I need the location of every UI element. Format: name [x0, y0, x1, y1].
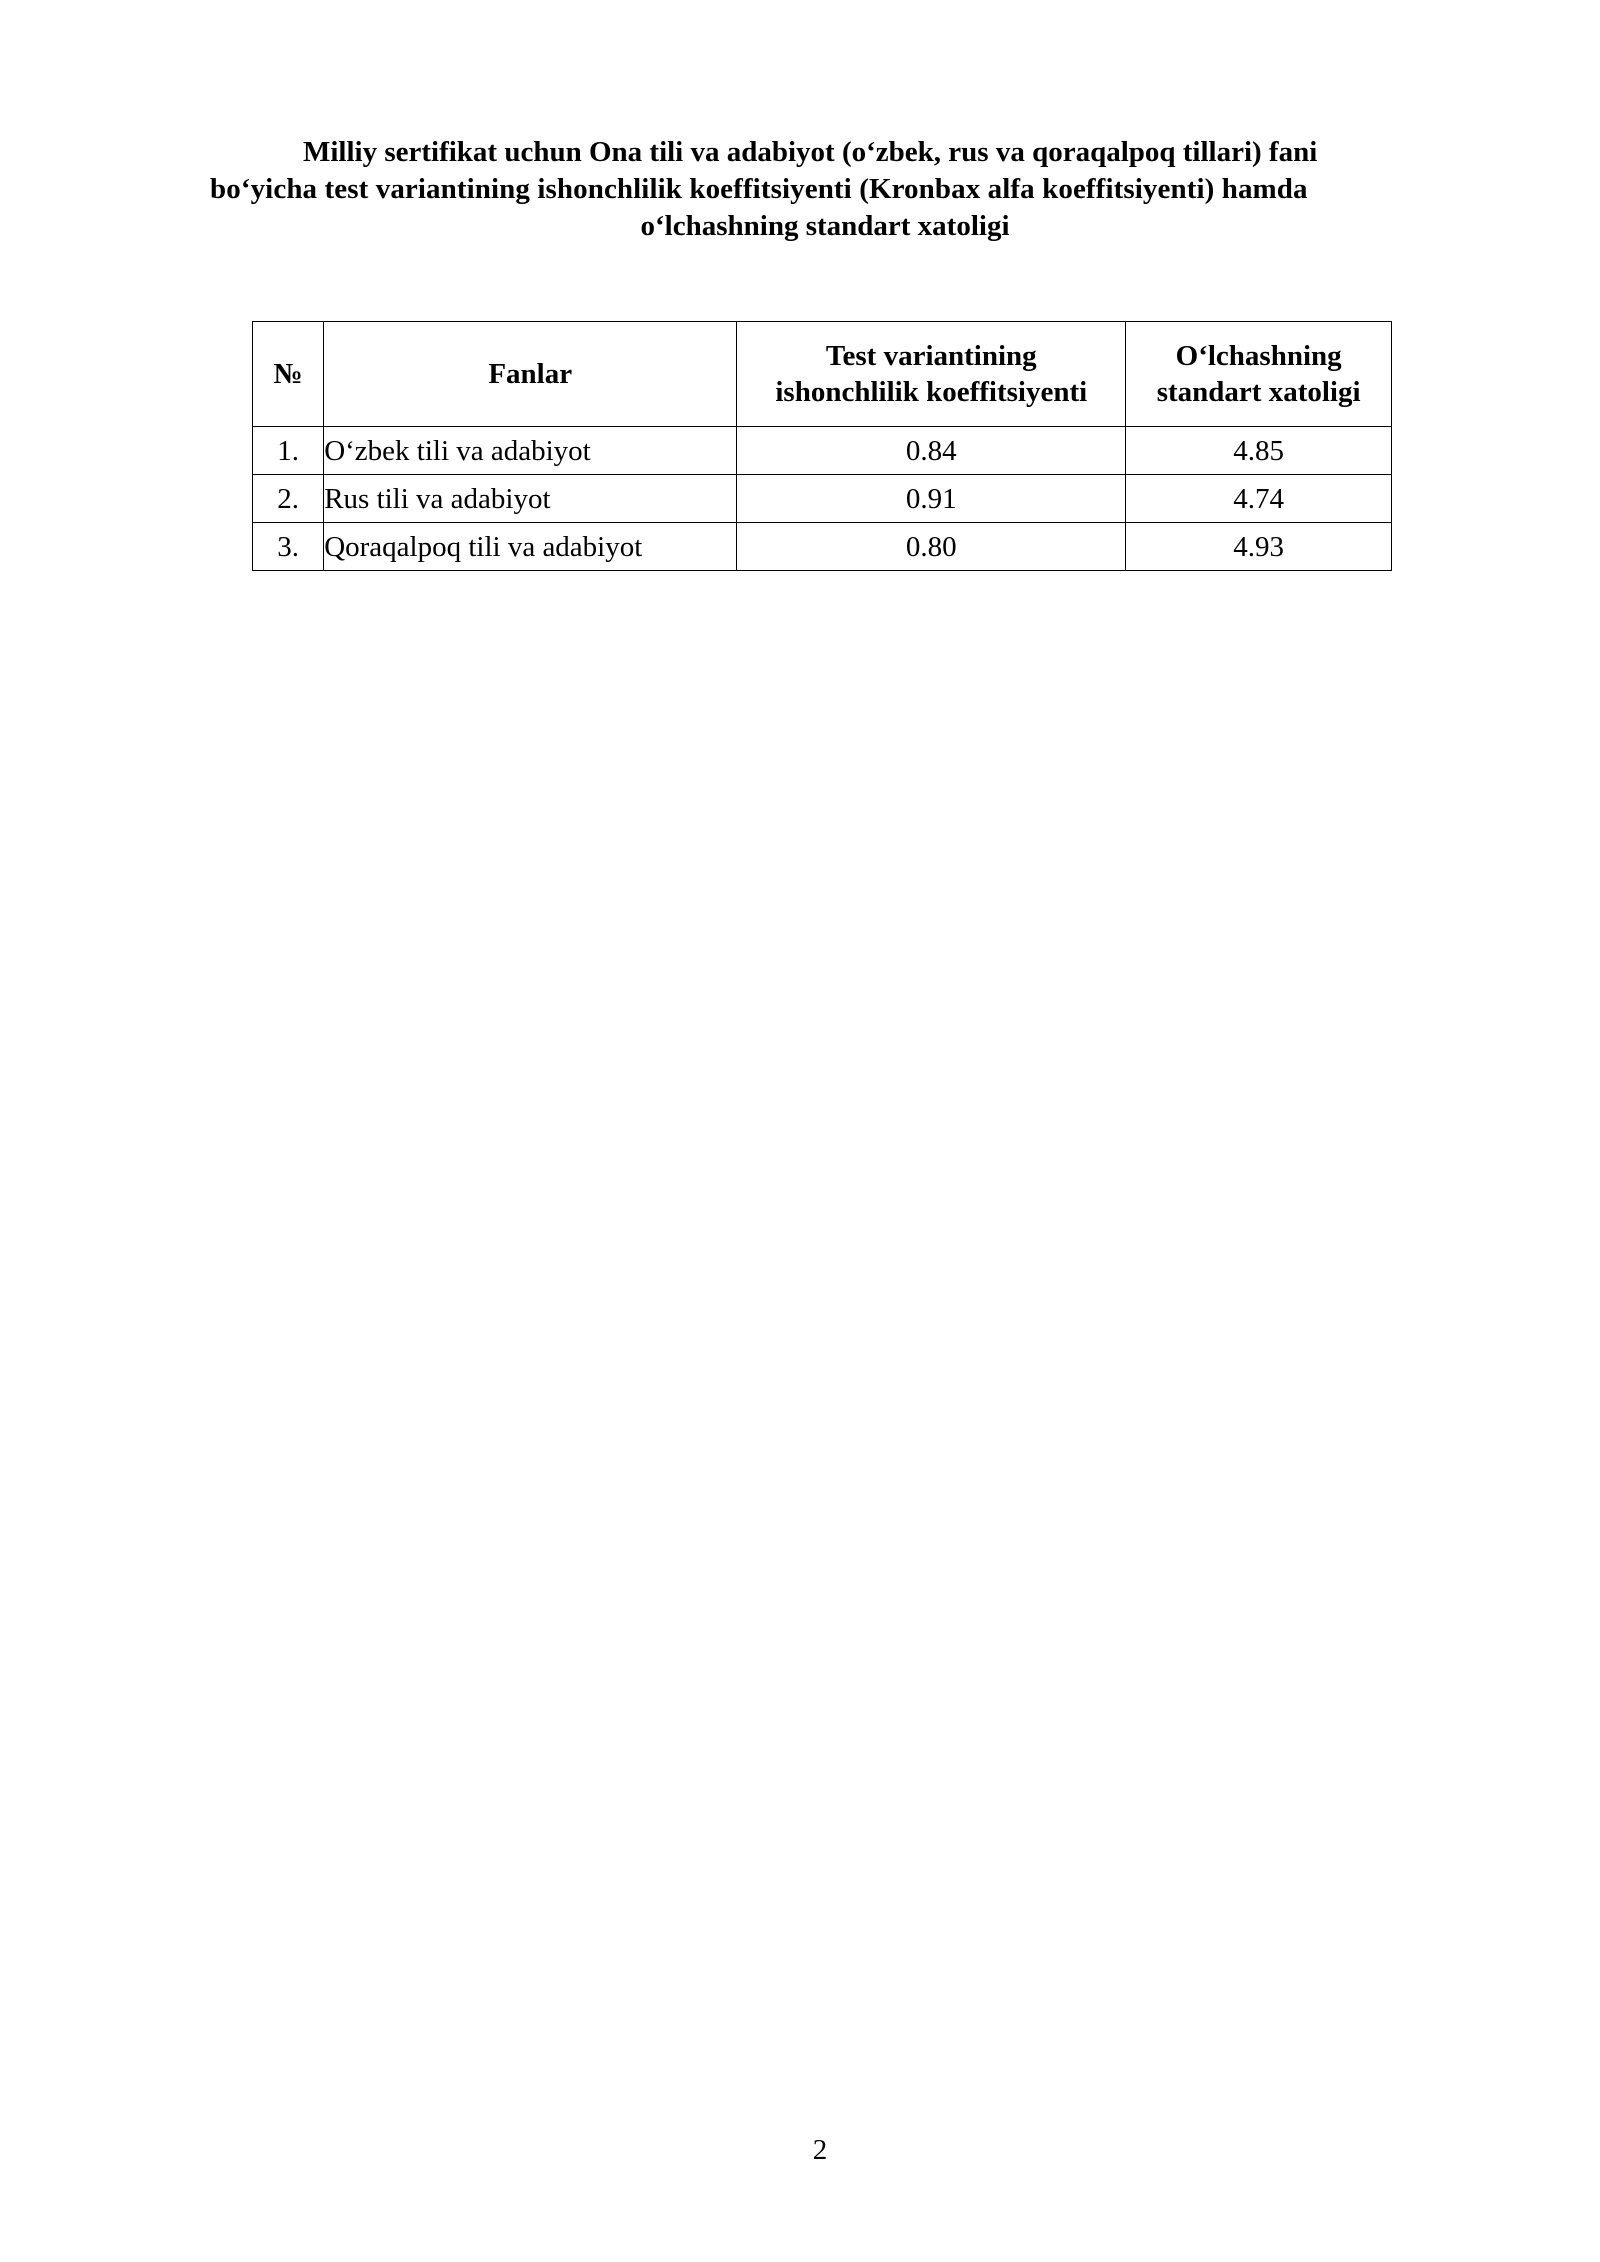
header-number: № — [253, 322, 324, 427]
header-standard-error — [1126, 322, 1392, 427]
row-coefficient: 0.84 — [737, 427, 1126, 475]
title-line-1: Milliy sertifikat uchun Ona tili va adabiyot (o‘zbek, rus va qoraqalpoq tillari) fani — [303, 136, 1318, 168]
header-coefficient-line-2: ishonchlilik koeffitsiyenti — [775, 376, 1088, 408]
row-coefficient: 0.80 — [737, 523, 1126, 571]
document-title — [210, 134, 1440, 245]
table-row — [253, 427, 1392, 475]
title-line-2: bo‘yicha test variantining ishonchlilik koeffitsiyenti (Kronbax alfa koeffitsiyenti) hamda — [210, 173, 1308, 205]
row-number: 2. — [253, 475, 324, 523]
table-row — [253, 475, 1392, 523]
header-coefficient — [737, 322, 1126, 427]
row-standard-error: 4.74 — [1126, 475, 1392, 523]
header-error-line-2: standart xatoligi — [1156, 376, 1361, 408]
header-coefficient-line-1: Test variantining — [825, 340, 1037, 372]
header-error-line-1: O‘lchashning — [1175, 340, 1342, 372]
row-standard-error: 4.93 — [1126, 523, 1392, 571]
table-header-row — [253, 322, 1392, 427]
row-subject: O‘zbek tili va adabiyot — [324, 427, 737, 475]
row-number: 1. — [253, 427, 324, 475]
row-number: 3. — [253, 523, 324, 571]
row-subject: Rus tili va adabiyot — [324, 475, 737, 523]
title-line-3: o‘lchashning standart xatoligi — [640, 210, 1010, 242]
table-row — [253, 523, 1392, 571]
page-number: 2 — [812, 2134, 828, 2166]
row-coefficient: 0.91 — [737, 475, 1126, 523]
reliability-table — [252, 321, 1392, 571]
row-standard-error: 4.85 — [1126, 427, 1392, 475]
header-subjects: Fanlar — [324, 322, 737, 427]
row-subject: Qoraqalpoq tili va adabiyot — [324, 523, 737, 571]
